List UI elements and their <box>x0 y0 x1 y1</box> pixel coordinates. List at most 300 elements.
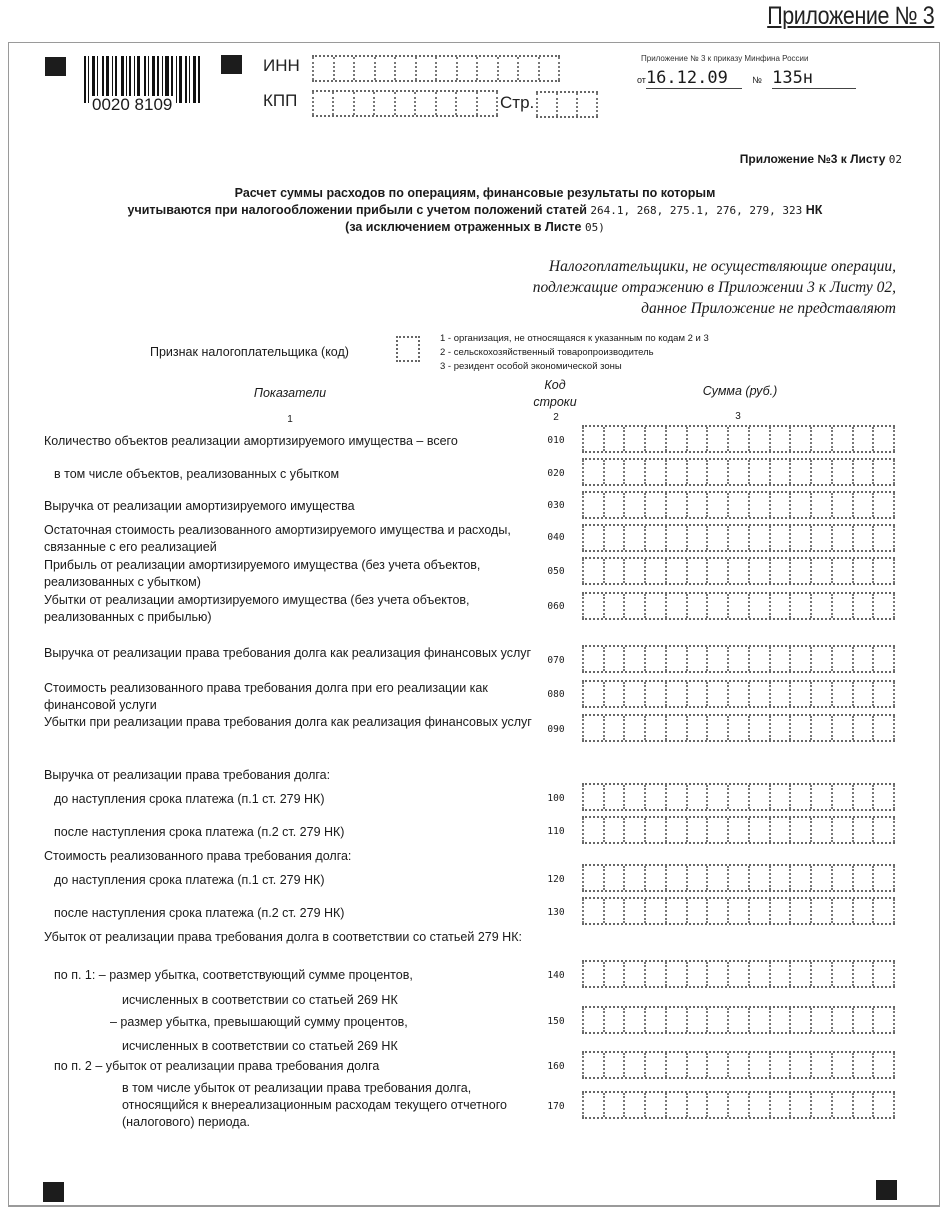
char-cell[interactable] <box>603 899 624 923</box>
page-number-input[interactable] <box>536 91 598 118</box>
char-cell[interactable] <box>810 899 831 923</box>
char-cell[interactable] <box>706 427 727 451</box>
char-cell[interactable] <box>623 1093 644 1117</box>
char-cell[interactable] <box>789 594 810 618</box>
char-cell[interactable] <box>852 785 873 809</box>
char-cell[interactable] <box>603 716 624 740</box>
char-cell[interactable] <box>603 1008 624 1032</box>
char-cell[interactable] <box>727 962 748 986</box>
char-cell[interactable] <box>727 899 748 923</box>
char-cell[interactable] <box>872 460 895 484</box>
char-cell[interactable] <box>603 866 624 890</box>
char-cell[interactable] <box>665 866 686 890</box>
char-cell[interactable] <box>727 647 748 671</box>
char-cell[interactable] <box>333 57 354 80</box>
char-cell[interactable] <box>727 866 748 890</box>
char-cell[interactable] <box>623 647 644 671</box>
char-cell[interactable] <box>665 1008 686 1032</box>
char-cell[interactable] <box>769 1053 790 1077</box>
char-cell[interactable] <box>665 1093 686 1117</box>
char-cell[interactable] <box>748 594 769 618</box>
char-cell[interactable] <box>748 526 769 550</box>
sum-input[interactable] <box>582 897 895 925</box>
char-cell[interactable] <box>748 962 769 986</box>
char-cell[interactable] <box>810 460 831 484</box>
char-cell[interactable] <box>686 785 707 809</box>
char-cell[interactable] <box>810 866 831 890</box>
char-cell[interactable] <box>644 526 665 550</box>
char-cell[interactable] <box>603 427 624 451</box>
char-cell[interactable] <box>536 93 556 116</box>
char-cell[interactable] <box>852 899 873 923</box>
char-cell[interactable] <box>686 594 707 618</box>
char-cell[interactable] <box>852 962 873 986</box>
char-cell[interactable] <box>706 1008 727 1032</box>
char-cell[interactable] <box>706 594 727 618</box>
char-cell[interactable] <box>644 1093 665 1117</box>
char-cell[interactable] <box>769 785 790 809</box>
char-cell[interactable] <box>789 493 810 517</box>
char-cell[interactable] <box>727 493 748 517</box>
char-cell[interactable] <box>576 93 598 116</box>
sum-input[interactable] <box>582 1091 895 1119</box>
char-cell[interactable] <box>665 427 686 451</box>
char-cell[interactable] <box>644 1053 665 1077</box>
char-cell[interactable] <box>623 526 644 550</box>
char-cell[interactable] <box>582 427 603 451</box>
char-cell[interactable] <box>727 1093 748 1117</box>
char-cell[interactable] <box>706 818 727 842</box>
char-cell[interactable] <box>769 493 790 517</box>
char-cell[interactable] <box>644 866 665 890</box>
char-cell[interactable] <box>582 526 603 550</box>
char-cell[interactable] <box>769 1008 790 1032</box>
char-cell[interactable] <box>769 526 790 550</box>
char-cell[interactable] <box>644 899 665 923</box>
char-cell[interactable] <box>748 785 769 809</box>
char-cell[interactable] <box>686 899 707 923</box>
char-cell[interactable] <box>831 818 852 842</box>
char-cell[interactable] <box>789 818 810 842</box>
char-cell[interactable] <box>789 427 810 451</box>
char-cell[interactable] <box>872 1008 895 1032</box>
char-cell[interactable] <box>810 427 831 451</box>
char-cell[interactable] <box>852 647 873 671</box>
sum-input[interactable] <box>582 816 895 844</box>
char-cell[interactable] <box>665 594 686 618</box>
char-cell[interactable] <box>644 427 665 451</box>
char-cell[interactable] <box>603 1053 624 1077</box>
char-cell[interactable] <box>665 493 686 517</box>
char-cell[interactable] <box>769 1093 790 1117</box>
char-cell[interactable] <box>686 647 707 671</box>
char-cell[interactable] <box>476 57 497 80</box>
sum-input[interactable] <box>582 1051 895 1079</box>
char-cell[interactable] <box>686 1008 707 1032</box>
char-cell[interactable] <box>831 1053 852 1077</box>
char-cell[interactable] <box>623 427 644 451</box>
char-cell[interactable] <box>831 647 852 671</box>
char-cell[interactable] <box>727 1053 748 1077</box>
char-cell[interactable] <box>706 526 727 550</box>
sum-input[interactable] <box>582 458 895 486</box>
char-cell[interactable] <box>582 866 603 890</box>
char-cell[interactable] <box>665 559 686 583</box>
sum-input[interactable] <box>582 864 895 892</box>
char-cell[interactable] <box>810 682 831 706</box>
char-cell[interactable] <box>623 785 644 809</box>
char-cell[interactable] <box>603 559 624 583</box>
char-cell[interactable] <box>789 785 810 809</box>
char-cell[interactable] <box>831 427 852 451</box>
char-cell[interactable] <box>623 818 644 842</box>
char-cell[interactable] <box>644 460 665 484</box>
char-cell[interactable] <box>727 716 748 740</box>
char-cell[interactable] <box>603 594 624 618</box>
char-cell[interactable] <box>789 1053 810 1077</box>
sum-input[interactable] <box>582 592 895 620</box>
char-cell[interactable] <box>603 526 624 550</box>
char-cell[interactable] <box>644 785 665 809</box>
char-cell[interactable] <box>769 594 790 618</box>
char-cell[interactable] <box>872 1053 895 1077</box>
char-cell[interactable] <box>789 682 810 706</box>
char-cell[interactable] <box>852 526 873 550</box>
char-cell[interactable] <box>831 559 852 583</box>
char-cell[interactable] <box>706 716 727 740</box>
char-cell[interactable] <box>456 57 477 80</box>
char-cell[interactable] <box>644 594 665 618</box>
char-cell[interactable] <box>872 716 895 740</box>
char-cell[interactable] <box>603 682 624 706</box>
sum-input[interactable] <box>582 960 895 988</box>
char-cell[interactable] <box>644 682 665 706</box>
char-cell[interactable] <box>831 682 852 706</box>
char-cell[interactable] <box>748 427 769 451</box>
char-cell[interactable] <box>312 57 333 80</box>
char-cell[interactable] <box>789 460 810 484</box>
char-cell[interactable] <box>769 899 790 923</box>
char-cell[interactable] <box>332 92 352 115</box>
char-cell[interactable] <box>872 785 895 809</box>
char-cell[interactable] <box>665 785 686 809</box>
char-cell[interactable] <box>623 899 644 923</box>
char-cell[interactable] <box>872 594 895 618</box>
char-cell[interactable] <box>872 1093 895 1117</box>
char-cell[interactable] <box>582 559 603 583</box>
char-cell[interactable] <box>706 1053 727 1077</box>
inn-input[interactable] <box>312 55 560 82</box>
char-cell[interactable] <box>623 866 644 890</box>
char-cell[interactable] <box>686 962 707 986</box>
char-cell[interactable] <box>769 962 790 986</box>
char-cell[interactable] <box>706 682 727 706</box>
char-cell[interactable] <box>644 493 665 517</box>
char-cell[interactable] <box>852 716 873 740</box>
sum-input[interactable] <box>582 783 895 811</box>
char-cell[interactable] <box>789 962 810 986</box>
char-cell[interactable] <box>831 866 852 890</box>
char-cell[interactable] <box>810 962 831 986</box>
char-cell[interactable] <box>789 559 810 583</box>
char-cell[interactable] <box>706 559 727 583</box>
char-cell[interactable] <box>686 716 707 740</box>
char-cell[interactable] <box>556 93 576 116</box>
char-cell[interactable] <box>706 962 727 986</box>
char-cell[interactable] <box>769 818 790 842</box>
char-cell[interactable] <box>623 493 644 517</box>
char-cell[interactable] <box>748 1093 769 1117</box>
char-cell[interactable] <box>748 1008 769 1032</box>
char-cell[interactable] <box>706 647 727 671</box>
char-cell[interactable] <box>476 92 498 115</box>
char-cell[interactable] <box>810 716 831 740</box>
char-cell[interactable] <box>686 818 707 842</box>
char-cell[interactable] <box>748 647 769 671</box>
char-cell[interactable] <box>686 427 707 451</box>
char-cell[interactable] <box>686 493 707 517</box>
char-cell[interactable] <box>582 716 603 740</box>
char-cell[interactable] <box>644 647 665 671</box>
char-cell[interactable] <box>872 682 895 706</box>
char-cell[interactable] <box>706 460 727 484</box>
char-cell[interactable] <box>831 526 852 550</box>
char-cell[interactable] <box>603 962 624 986</box>
char-cell[interactable] <box>810 559 831 583</box>
char-cell[interactable] <box>644 818 665 842</box>
char-cell[interactable] <box>435 92 455 115</box>
char-cell[interactable] <box>748 1053 769 1077</box>
char-cell[interactable] <box>706 493 727 517</box>
sum-input[interactable] <box>582 491 895 519</box>
char-cell[interactable] <box>373 92 393 115</box>
char-cell[interactable] <box>727 1008 748 1032</box>
char-cell[interactable] <box>810 493 831 517</box>
char-cell[interactable] <box>727 785 748 809</box>
char-cell[interactable] <box>686 682 707 706</box>
char-cell[interactable] <box>353 92 373 115</box>
char-cell[interactable] <box>394 57 415 80</box>
char-cell[interactable] <box>872 962 895 986</box>
char-cell[interactable] <box>872 559 895 583</box>
char-cell[interactable] <box>623 962 644 986</box>
char-cell[interactable] <box>603 460 624 484</box>
char-cell[interactable] <box>831 493 852 517</box>
char-cell[interactable] <box>665 1053 686 1077</box>
char-cell[interactable] <box>414 92 434 115</box>
char-cell[interactable] <box>623 460 644 484</box>
char-cell[interactable] <box>789 866 810 890</box>
char-cell[interactable] <box>623 1008 644 1032</box>
char-cell[interactable] <box>748 899 769 923</box>
char-cell[interactable] <box>810 818 831 842</box>
char-cell[interactable] <box>852 427 873 451</box>
char-cell[interactable] <box>727 526 748 550</box>
char-cell[interactable] <box>665 647 686 671</box>
char-cell[interactable] <box>769 427 790 451</box>
char-cell[interactable] <box>852 559 873 583</box>
sum-input[interactable] <box>582 680 895 708</box>
char-cell[interactable] <box>872 526 895 550</box>
char-cell[interactable] <box>831 460 852 484</box>
char-cell[interactable] <box>582 493 603 517</box>
char-cell[interactable] <box>810 1093 831 1117</box>
char-cell[interactable] <box>665 716 686 740</box>
char-cell[interactable] <box>582 818 603 842</box>
char-cell[interactable] <box>852 594 873 618</box>
char-cell[interactable] <box>603 1093 624 1117</box>
char-cell[interactable] <box>727 559 748 583</box>
char-cell[interactable] <box>665 682 686 706</box>
char-cell[interactable] <box>727 427 748 451</box>
char-cell[interactable] <box>603 818 624 842</box>
char-cell[interactable] <box>852 493 873 517</box>
char-cell[interactable] <box>748 559 769 583</box>
char-cell[interactable] <box>665 460 686 484</box>
char-cell[interactable] <box>623 559 644 583</box>
char-cell[interactable] <box>582 682 603 706</box>
char-cell[interactable] <box>789 647 810 671</box>
char-cell[interactable] <box>312 92 332 115</box>
char-cell[interactable] <box>831 594 852 618</box>
char-cell[interactable] <box>517 57 538 80</box>
char-cell[interactable] <box>810 785 831 809</box>
char-cell[interactable] <box>497 57 518 80</box>
char-cell[interactable] <box>665 818 686 842</box>
char-cell[interactable] <box>831 899 852 923</box>
char-cell[interactable] <box>748 460 769 484</box>
char-cell[interactable] <box>769 460 790 484</box>
char-cell[interactable] <box>831 785 852 809</box>
char-cell[interactable] <box>831 962 852 986</box>
char-cell[interactable] <box>727 460 748 484</box>
char-cell[interactable] <box>831 716 852 740</box>
sum-input[interactable] <box>582 714 895 742</box>
char-cell[interactable] <box>852 818 873 842</box>
char-cell[interactable] <box>665 899 686 923</box>
char-cell[interactable] <box>769 866 790 890</box>
char-cell[interactable] <box>852 1008 873 1032</box>
char-cell[interactable] <box>748 493 769 517</box>
char-cell[interactable] <box>852 1053 873 1077</box>
char-cell[interactable] <box>623 682 644 706</box>
char-cell[interactable] <box>831 1008 852 1032</box>
char-cell[interactable] <box>748 682 769 706</box>
sum-input[interactable] <box>582 524 895 552</box>
char-cell[interactable] <box>582 785 603 809</box>
char-cell[interactable] <box>582 594 603 618</box>
char-cell[interactable] <box>374 57 395 80</box>
char-cell[interactable] <box>582 1093 603 1117</box>
char-cell[interactable] <box>644 716 665 740</box>
char-cell[interactable] <box>852 682 873 706</box>
char-cell[interactable] <box>582 899 603 923</box>
char-cell[interactable] <box>852 1093 873 1117</box>
char-cell[interactable] <box>582 1053 603 1077</box>
char-cell[interactable] <box>706 785 727 809</box>
char-cell[interactable] <box>665 962 686 986</box>
char-cell[interactable] <box>686 1053 707 1077</box>
taxpayer-sign-input[interactable] <box>396 336 420 362</box>
char-cell[interactable] <box>789 1008 810 1032</box>
char-cell[interactable] <box>727 594 748 618</box>
char-cell[interactable] <box>644 559 665 583</box>
char-cell[interactable] <box>872 493 895 517</box>
char-cell[interactable] <box>686 1093 707 1117</box>
sum-input[interactable] <box>582 645 895 673</box>
char-cell[interactable] <box>872 818 895 842</box>
char-cell[interactable] <box>623 1053 644 1077</box>
char-cell[interactable] <box>538 57 561 80</box>
char-cell[interactable] <box>769 716 790 740</box>
char-cell[interactable] <box>727 682 748 706</box>
char-cell[interactable] <box>353 57 374 80</box>
sum-input[interactable] <box>582 425 895 453</box>
sum-input[interactable] <box>582 1006 895 1034</box>
char-cell[interactable] <box>810 647 831 671</box>
char-cell[interactable] <box>665 526 686 550</box>
char-cell[interactable] <box>810 594 831 618</box>
char-cell[interactable] <box>852 460 873 484</box>
char-cell[interactable] <box>769 647 790 671</box>
char-cell[interactable] <box>582 460 603 484</box>
char-cell[interactable] <box>455 92 475 115</box>
char-cell[interactable] <box>623 594 644 618</box>
char-cell[interactable] <box>789 526 810 550</box>
char-cell[interactable] <box>810 1053 831 1077</box>
char-cell[interactable] <box>789 716 810 740</box>
char-cell[interactable] <box>769 559 790 583</box>
char-cell[interactable] <box>415 57 436 80</box>
char-cell[interactable] <box>603 647 624 671</box>
sum-input[interactable] <box>582 557 895 585</box>
char-cell[interactable] <box>789 899 810 923</box>
char-cell[interactable] <box>644 1008 665 1032</box>
char-cell[interactable] <box>394 92 414 115</box>
char-cell[interactable] <box>686 866 707 890</box>
char-cell[interactable] <box>872 899 895 923</box>
char-cell[interactable] <box>831 1093 852 1117</box>
char-cell[interactable] <box>748 716 769 740</box>
char-cell[interactable] <box>852 866 873 890</box>
char-cell[interactable] <box>582 962 603 986</box>
kpp-input[interactable] <box>312 90 498 117</box>
char-cell[interactable] <box>435 57 456 80</box>
char-cell[interactable] <box>706 866 727 890</box>
char-cell[interactable] <box>623 716 644 740</box>
char-cell[interactable] <box>686 559 707 583</box>
char-cell[interactable] <box>872 866 895 890</box>
char-cell[interactable] <box>603 493 624 517</box>
char-cell[interactable] <box>582 647 603 671</box>
char-cell[interactable] <box>686 526 707 550</box>
char-cell[interactable] <box>769 682 790 706</box>
char-cell[interactable] <box>644 962 665 986</box>
char-cell[interactable] <box>706 1093 727 1117</box>
char-cell[interactable] <box>727 818 748 842</box>
char-cell[interactable] <box>748 818 769 842</box>
char-cell[interactable] <box>706 899 727 923</box>
char-cell[interactable] <box>810 1008 831 1032</box>
char-cell[interactable] <box>603 785 624 809</box>
char-cell[interactable] <box>789 1093 810 1117</box>
char-cell[interactable] <box>582 1008 603 1032</box>
char-cell[interactable] <box>810 526 831 550</box>
char-cell[interactable] <box>872 647 895 671</box>
char-cell[interactable] <box>748 866 769 890</box>
char-cell[interactable] <box>872 427 895 451</box>
char-cell[interactable] <box>686 460 707 484</box>
